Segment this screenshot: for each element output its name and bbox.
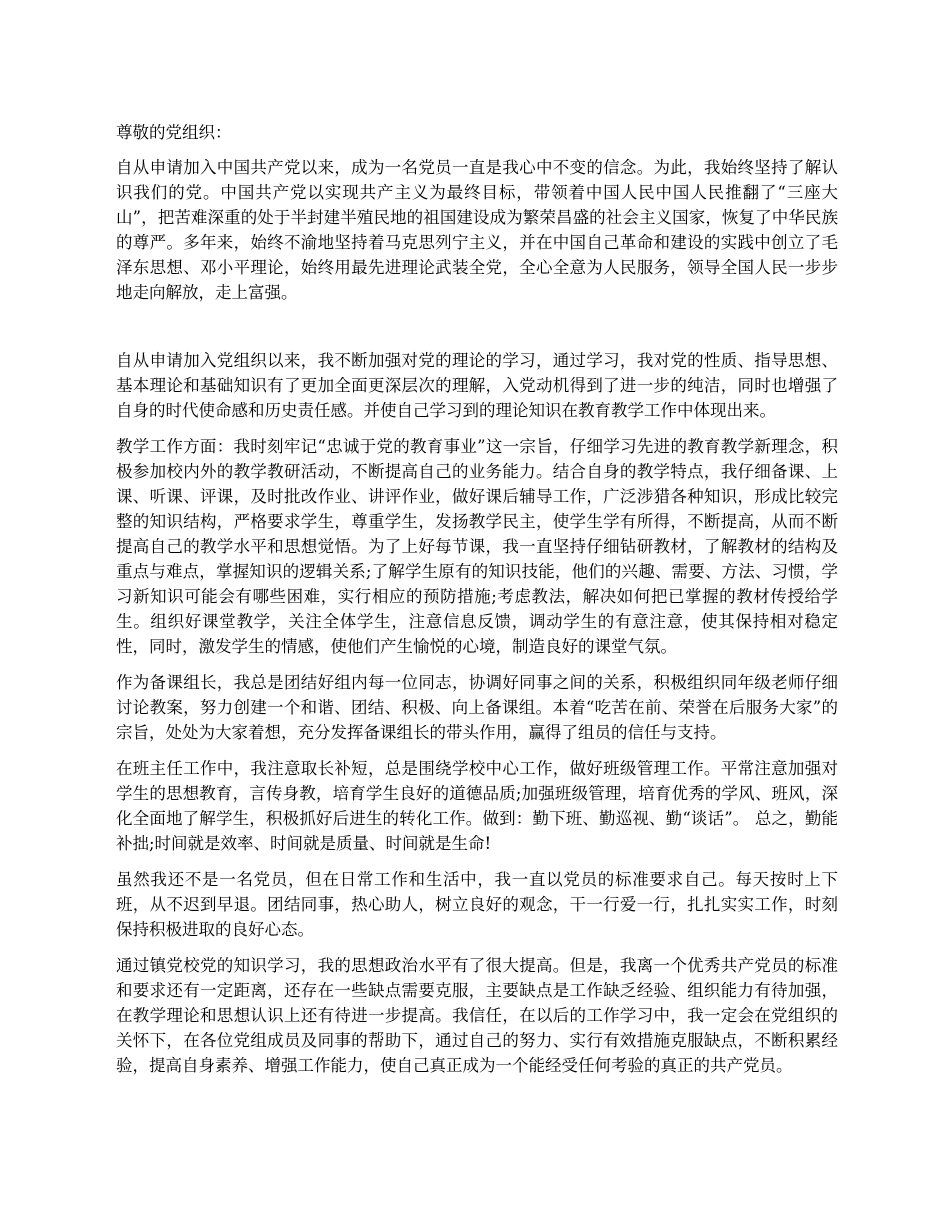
paragraph-3: 教学工作方面：我时刻牢记“忠诚于党的教育事业”这一宗旨，仔细学习先进的教育教学新理念，积极参加校内外的教学教研活动，不断提高自己的业务能力。结合自身的教学特点，我仔细备课、上课、听课、评课，及时批改作业、讲评作业，做好课后辅导工作，广泛涉猎各种知识，形成比较完整的知识结构，严格要求学生，尊重学生，发扬教学民主，使学生学有所得，不断提高，从而不断提高自己的教学水平和思想觉悟。为了上好每节课，我一直坚持仔细钻研教材，了解教材的结构及重点与难点，掌握知识的逻辑关系;了解学生原有的知识技能，他们的兴趣、需要、方法、习惯，学习新知识可能会有哪些困难，实行相应的预防措施;考虑教法，解决如何把已掌握的教材传授给学生。组织好课堂教学，关注全体学生，注意信息反馈，调动学生的有意注意，使其保持相对稳定性，同时，激发学生的情感，使他们产生愉悦的心境，制造良好的课堂气氛。 [116, 437, 838, 656]
salutation: 尊敬的党组织： [116, 123, 232, 142]
paragraph-1: 自从申请加入中国共产党以来，成为一名党员一直是我心中不变的信念。为此，我始终坚持了解认识我们的党。中国共产党以实现共产主义为最终目标，带领着中国人民中国人民推翻了“三座大山”，把苦难深重的处于半封建半殖民地的祖国建设成为繁荣昌盛的社会主义国家，恢复了中华民族的尊严。多年来，始终不渝地坚持着马克思列宁主义，并在中国自己革命和建设的实践中创立了毛泽东思想、邓小平理论，始终用最先进理论武装全党，全心全意为人民服务，领导全国人民一步步地走向解放，走上富强。 [116, 158, 838, 302]
paragraph-2: 自从申请加入党组织以来，我不断加强对党的理论的学习，通过学习，我对党的性质、指导思想、基本理论和基础知识有了更加全面更深层次的理解，入党动机得到了进一步的纯洁，同时也增强了自身的时代使命感和历史责任感。并使自己学习到的理论知识在教育教学工作中体现出来。 [116, 351, 838, 420]
document-body [116, 120, 838, 1078]
paragraph-4: 作为备课组长，我总是团结好组内每一位同志，协调好同事之间的关系，积极组织同年级老师仔细讨论教案，努力创建一个和谐、团结、积极、向上备课组。本着“吃苦在前、荣誉在后服务大家”的宗旨，处处为大家着想，充分发挥备课组长的带头作用，赢得了组员的信任与支持。 [116, 673, 838, 742]
paragraph-5: 在班主任工作中，我注意取长补短，总是围绕学校中心工作，做好班级管理工作。平常注意加强对学生的思想教育，言传身教，培育学生良好的道德品质;加强班级管理，培育优秀的学风、班风，深化全面地了解学生，积极抓好后进生的转化工作。做到：勤下班、勤巡视、勤“谈话”。 总之，勤能补拙;时间就是效率、时间就是质量、时间就是生命! [116, 759, 838, 853]
paragraph-7: 通过镇党校党的知识学习，我的思想政治水平有了很大提高。但是，我离一个优秀共产党员的标准和要求还有一定距离，还存在一些缺点需要克服，主要缺点是工作缺乏经验、组织能力有待加强，在教学理论和思想认识上还有待进一步提高。我信任，在以后的工作学习中，我一定会在党组织的关怀下，在各位党组成员及同事的帮助下，通过自己的努力、实行有效措施克服缺点，不断积累经验，提高自身素养、增强工作能力，使自己真正成为一个能经受任何考验的真正的共产党员。 [116, 956, 838, 1075]
paragraph-6: 虽然我还不是一名党员，但在日常工作和生活中，我一直以党员的标准要求自己。每天按时上下班，从不迟到早退。团结同事，热心助人，树立良好的观念，干一行爱一行，扎扎实实工作，时刻保持积极进取的良好心态。 [116, 870, 838, 939]
